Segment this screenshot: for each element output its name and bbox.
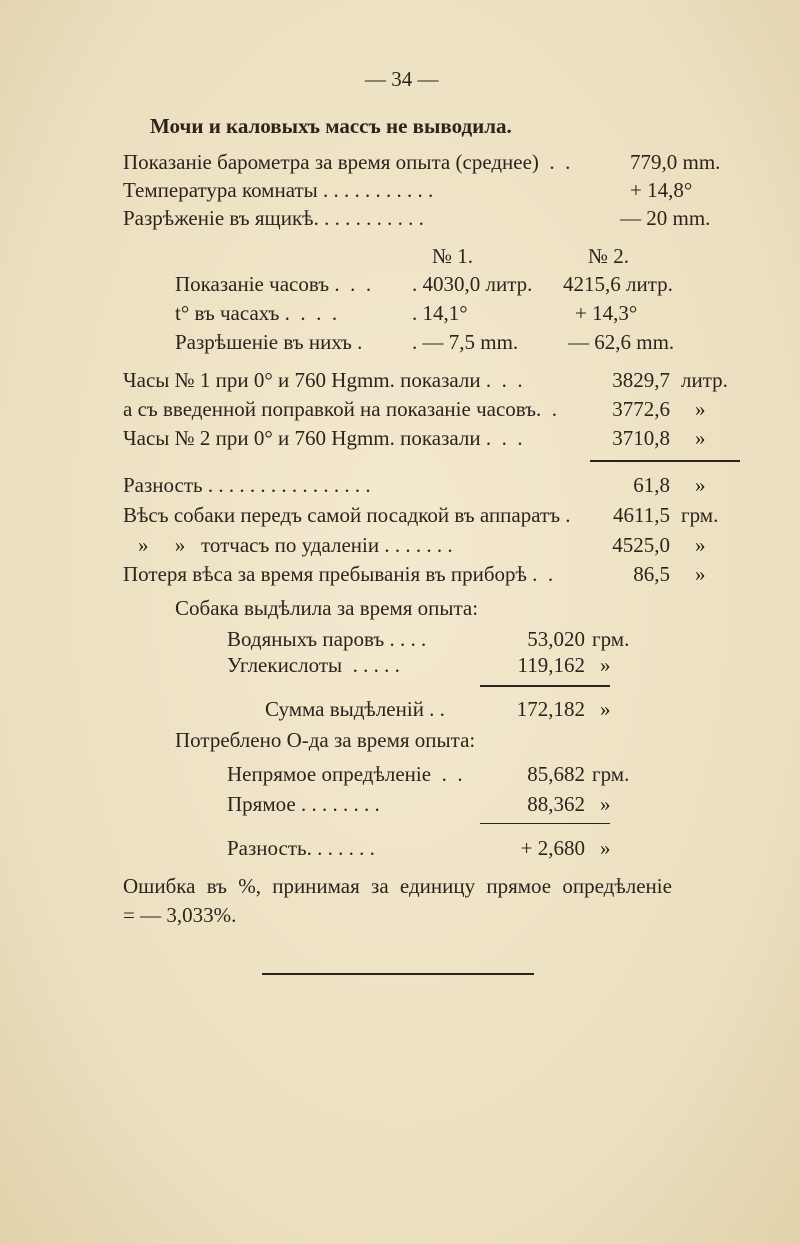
clock-row-v1: . 4030,0 литр. — [412, 272, 533, 296]
condition-value: — 20 mm. — [620, 206, 711, 230]
clock-row-v2: — 62,6 mm. — [568, 330, 675, 354]
reading-value: 3710,8 — [612, 426, 670, 450]
reading-label: Часы № 1 при 0° и 760 Hgmm. показали . . . — [123, 368, 523, 392]
clock-row-v1: . 14,1° — [412, 301, 468, 325]
condition-value: 779,0 mm. — [630, 150, 721, 174]
condition-label: Температура комнаты . . . . . . . . . . . — [123, 178, 434, 202]
condition-value: + 14,8° — [630, 178, 693, 202]
sum-rule — [590, 460, 740, 462]
clock-col-1: № 1. — [432, 244, 474, 268]
weight-label: » » тотчасъ по удаленіи . . . . . . . — [138, 533, 453, 557]
weight-value: 86,5 — [633, 562, 670, 586]
excretion-unit: грм. — [592, 627, 630, 651]
consumption-diff-value: + 2,680 — [520, 836, 585, 860]
excretion-value: 53,020 — [527, 627, 585, 651]
reading-label: а съ введенной поправкой на показаніе часовъ. . — [123, 397, 558, 421]
excretion-label: Водяныхъ паровъ . . . . — [227, 627, 427, 651]
reading-unit: » — [695, 397, 706, 421]
section-end-rule — [262, 973, 534, 975]
reading-label: Часы № 2 при 0° и 760 Hgmm. показали . . . — [123, 426, 523, 450]
consumption-diff-rule — [480, 823, 610, 824]
consumption-unit: грм. — [592, 762, 630, 786]
weight-unit: » — [695, 533, 706, 557]
weight-value: 61,8 — [633, 473, 670, 497]
excretion-value: 119,162 — [517, 653, 585, 677]
excretion-heading: Собака выдѣлила за время опыта: — [175, 596, 479, 620]
consumption-unit: » — [600, 792, 611, 816]
weight-label: Потеря вѣса за время пребыванія въ приборѣ . . — [123, 562, 554, 586]
consumption-value: 88,362 — [527, 792, 585, 816]
excretion-label: Углекислоты . . . . . — [227, 653, 400, 677]
reading-unit: » — [695, 426, 706, 450]
clock-row-label: Разрѣшеніе въ нихъ . — [175, 330, 363, 354]
condition-label: Показаніе барометра за время опыта (среднее) . . — [123, 150, 571, 174]
urine-note: Мочи и каловыхъ массъ не выводила. — [150, 114, 512, 138]
consumption-value: 85,682 — [527, 762, 585, 786]
clock-col-2: № 2. — [588, 244, 630, 268]
consumption-heading: Потреблено О-да за время опыта: — [175, 728, 476, 752]
clock-row-v1: . — 7,5 mm. — [412, 330, 519, 354]
error-line-2: = — 3,033%. — [123, 903, 237, 927]
consumption-diff-unit: » — [600, 836, 611, 860]
weight-value: 4525,0 — [612, 533, 670, 557]
excretion-sum-rule — [480, 685, 610, 687]
weight-unit: грм. — [681, 503, 719, 527]
reading-value: 3772,6 — [612, 397, 670, 421]
consumption-diff-label: Разность. . . . . . . — [227, 836, 375, 860]
weight-label: Вѣсъ собаки передъ самой посадкой въ аппаратъ . — [123, 503, 571, 527]
condition-label: Разрѣженіе въ ящикѣ. . . . . . . . . . . — [123, 206, 424, 230]
excretion-sum-unit: » — [600, 697, 611, 721]
reading-value: 3829,7 — [612, 368, 670, 392]
consumption-label: Прямое . . . . . . . . — [227, 792, 380, 816]
clock-row-label: t° въ часахъ . . . . — [175, 301, 338, 325]
weight-label: Разность . . . . . . . . . . . . . . . . — [123, 473, 371, 497]
clock-row-v2: 4215,6 литр. — [563, 272, 673, 296]
excretion-unit: » — [600, 653, 611, 677]
excretion-sum-label: Сумма выдѣленій . . — [265, 697, 445, 721]
reading-unit: литр. — [681, 368, 728, 392]
consumption-label: Непрямое опредѣленіе . . — [227, 762, 463, 786]
page-header: — 34 — — [365, 67, 439, 91]
error-line-1: Ошибка въ %, принимая за единицу прямое опредѣленіе — [123, 874, 672, 898]
excretion-sum-value: 172,182 — [516, 697, 585, 721]
weight-unit: » — [695, 562, 706, 586]
clock-row-label: Показаніе часовъ . . . — [175, 272, 372, 296]
clock-row-v2: + 14,3° — [575, 301, 638, 325]
weight-unit: » — [695, 473, 706, 497]
weight-value: 4611,5 — [613, 503, 670, 527]
